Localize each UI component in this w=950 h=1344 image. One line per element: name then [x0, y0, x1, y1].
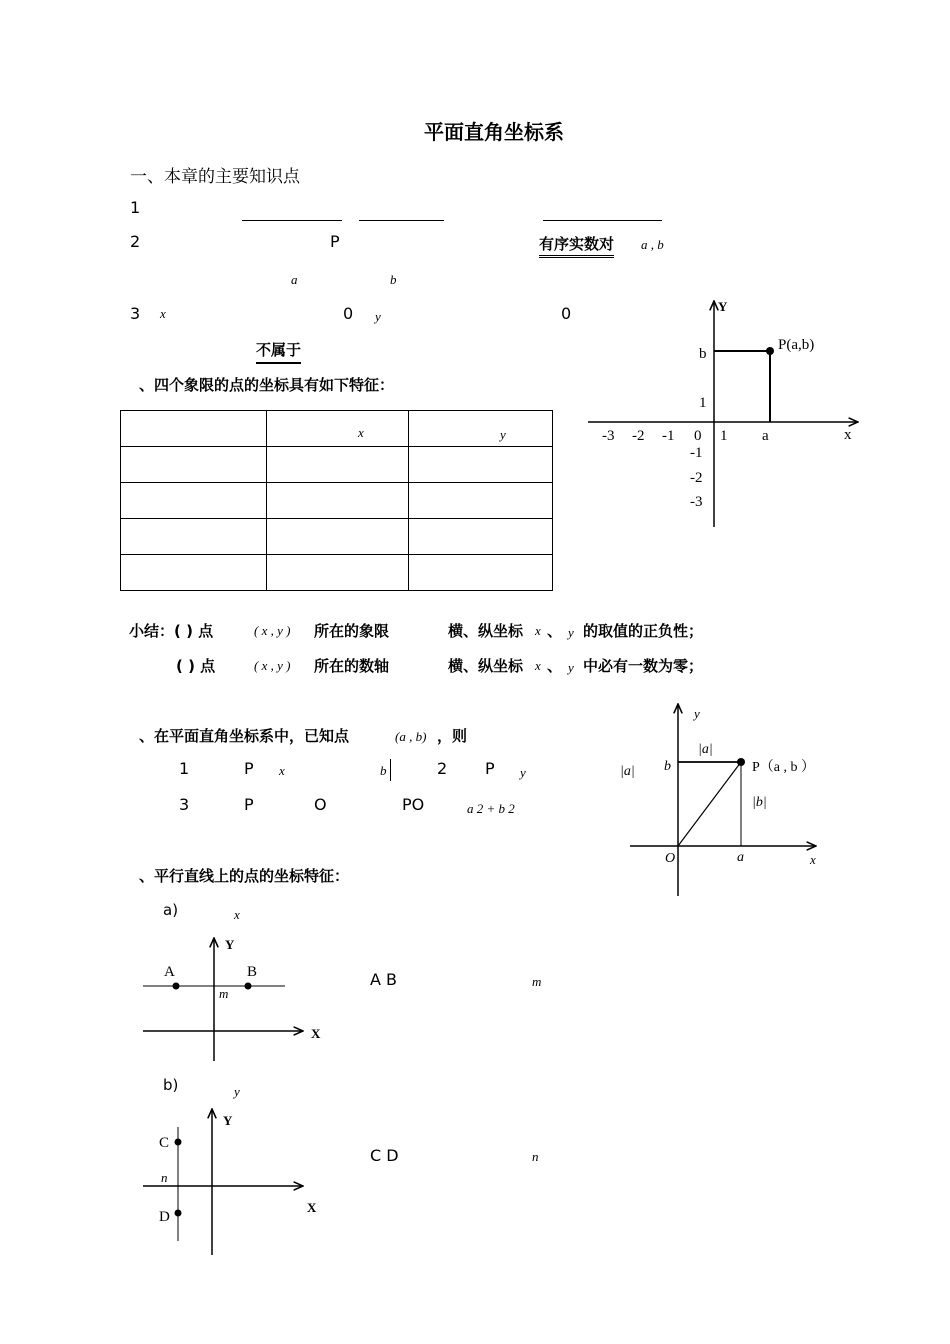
- parallel-x-graph: [135, 930, 335, 1065]
- table-cell: [267, 555, 409, 591]
- distance-formula: a 2 + b 2: [467, 801, 515, 816]
- section-heading: 、在平面直角坐标系中，已知点: [139, 727, 350, 745]
- points-desc: A B: [370, 970, 398, 989]
- separator: 、: [547, 622, 563, 640]
- tick-label: -1: [690, 445, 703, 461]
- tick-label: 1: [699, 395, 707, 411]
- zero-value: 0: [561, 304, 572, 323]
- item-number: 1: [179, 759, 190, 778]
- y-axis-label: y: [694, 706, 700, 721]
- quadrant-table: [120, 410, 553, 591]
- item-number: 3: [130, 304, 141, 323]
- separator: 、: [547, 657, 563, 675]
- distance-graph: [612, 700, 832, 900]
- table-row: [121, 555, 553, 591]
- summary-label: 小结：( ) 点: [129, 622, 214, 640]
- x-axis-label: X: [311, 1026, 321, 1041]
- summary-text: 所在的数轴: [314, 657, 390, 675]
- tick-label: -2: [632, 428, 645, 444]
- tick-label: -3: [602, 428, 615, 444]
- tick-label: a: [737, 850, 744, 865]
- point-b: [245, 983, 252, 990]
- n-label: n: [532, 1149, 539, 1164]
- tick-label: -1: [662, 428, 675, 444]
- page-title: 平面直角坐标系: [424, 120, 564, 144]
- abs-b-label: |b|: [752, 795, 767, 810]
- ab-pair: (a , b): [395, 729, 427, 744]
- var-y: y: [375, 309, 381, 324]
- var-x: x: [535, 658, 541, 673]
- table-row: [121, 411, 553, 447]
- point-c-label: C: [159, 1135, 170, 1151]
- point-d: [175, 1210, 182, 1217]
- point-label: P: [330, 232, 340, 251]
- table-cell: [121, 447, 267, 483]
- tick-label: 1: [720, 428, 728, 444]
- distance-segment: [678, 762, 741, 846]
- item-number: 2: [130, 232, 141, 251]
- points-desc: C D: [370, 1146, 399, 1165]
- table-cell: [267, 519, 409, 555]
- point-b-label: B: [247, 964, 258, 980]
- abs-a-label: |a|: [698, 742, 713, 757]
- table-cell: [121, 555, 267, 591]
- section-heading: 一、本章的主要知识点: [130, 167, 300, 186]
- point-label: P: [244, 759, 254, 778]
- header-y: y: [500, 427, 506, 442]
- section-heading: 、四个象限的点的坐标具有如下特征：: [139, 376, 395, 394]
- table-cell: [409, 411, 553, 447]
- origin-label: O: [665, 851, 676, 866]
- zero-value: 0: [343, 304, 354, 323]
- point-p: [737, 758, 745, 766]
- summary-text: 的取值的正负性；: [583, 622, 704, 640]
- coordinate-graph: [580, 295, 870, 535]
- table-cell: [409, 483, 553, 519]
- point-a-label: A: [164, 964, 175, 980]
- abs-a-label: |a|: [620, 764, 635, 779]
- sub-label: b): [163, 1076, 179, 1094]
- var-b: b: [390, 272, 397, 287]
- table-cell: [121, 519, 267, 555]
- not-belong-term: 不属于: [256, 339, 301, 364]
- point-a: [173, 983, 180, 990]
- parallel-y-graph: [135, 1105, 335, 1260]
- table-cell: [267, 411, 409, 447]
- item-number: 3: [179, 795, 190, 814]
- summary-text: 横、纵坐标: [448, 622, 524, 640]
- point-label: P: [485, 759, 495, 778]
- var-y: y: [234, 1084, 240, 1099]
- x-axis-label: X: [307, 1200, 317, 1215]
- m-label: m: [219, 986, 229, 1001]
- summary-text: 所在的象限: [314, 622, 390, 640]
- table-cell: [409, 447, 553, 483]
- header-x: x: [358, 425, 364, 440]
- point-label: P（a , b ）: [752, 760, 815, 775]
- table-cell: [121, 411, 267, 447]
- pair-symbol: a , b: [641, 237, 664, 252]
- table-cell: [409, 555, 553, 591]
- point-c: [175, 1139, 182, 1146]
- var-b: b: [380, 763, 387, 778]
- var-a: a: [291, 272, 298, 287]
- point-label: P: [244, 795, 254, 814]
- y-axis-label: Y: [225, 937, 235, 952]
- tick-label: a: [762, 428, 769, 444]
- blank-line: [359, 220, 444, 221]
- summary-text: 横、纵坐标: [448, 657, 524, 675]
- table-row: [121, 447, 553, 483]
- tick-label: b: [699, 346, 707, 362]
- point-d-label: D: [159, 1209, 170, 1225]
- table-row: [121, 483, 553, 519]
- segment-label: PO: [402, 795, 425, 814]
- xy-pair: ( x , y ): [254, 623, 291, 638]
- var-y: y: [568, 660, 574, 675]
- ordered-pair-term: 有序实数对: [539, 233, 614, 258]
- abs-bar: [390, 759, 391, 781]
- origin-label: O: [314, 795, 327, 814]
- tick-label: -2: [690, 470, 703, 486]
- var-y: y: [568, 625, 574, 640]
- y-axis-label: Y: [718, 299, 728, 314]
- table-cell: [409, 519, 553, 555]
- table-row: [121, 519, 553, 555]
- tick-label: b: [664, 759, 671, 774]
- tick-label: 0: [694, 428, 702, 444]
- tick-label: -3: [690, 494, 703, 510]
- var-x: x: [279, 763, 285, 778]
- xy-pair: ( x , y ): [254, 658, 291, 673]
- n-label: n: [161, 1170, 168, 1185]
- point-p: [766, 347, 774, 355]
- section-heading-suffix: ，则: [437, 727, 468, 745]
- section-heading: 、平行直线上的点的坐标特征：: [139, 867, 350, 885]
- item-number: 1: [130, 198, 141, 217]
- summary-text: 中必有一数为零；: [583, 657, 704, 675]
- table-cell: [121, 483, 267, 519]
- var-x: x: [234, 907, 240, 922]
- point-label: P(a,b): [778, 337, 815, 353]
- var-y: y: [520, 765, 526, 780]
- sub-label: a): [163, 901, 179, 919]
- y-axis-label: Y: [223, 1113, 233, 1128]
- blank-line: [543, 220, 662, 221]
- var-x: x: [535, 623, 541, 638]
- summary-label: ( ) 点: [176, 657, 216, 675]
- x-axis-label: x: [810, 852, 816, 867]
- x-axis-label: x: [844, 427, 852, 443]
- var-x: x: [160, 306, 166, 321]
- m-label: m: [532, 974, 542, 989]
- item-number: 2: [437, 759, 448, 778]
- table-cell: [267, 483, 409, 519]
- blank-line: [242, 220, 342, 221]
- table-cell: [267, 447, 409, 483]
